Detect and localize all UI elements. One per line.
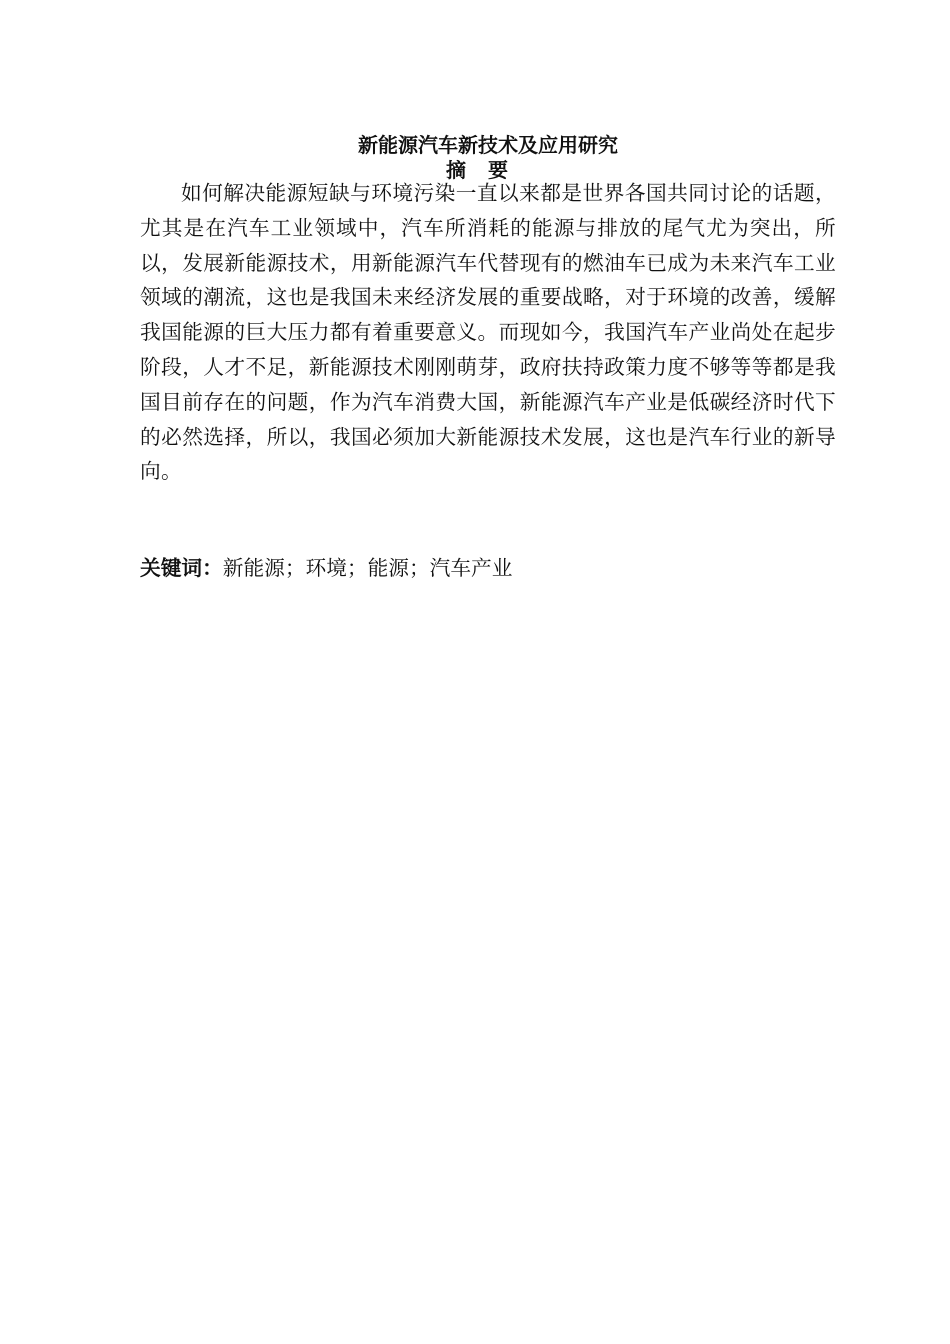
keywords-text: 新能源；环境；能源；汽车产业 (222, 556, 513, 580)
abstract-body: 如何解决能源短缺与环境污染一直以来都是世界各国共同讨论的话题，尤其是在汽车工业领域中，汽车所消耗的能源与排放的尾气尤为突出，所以，发展新能源技术，用新能源汽车代替现有的燃油车已成为未来汽车工业领域的潮流，这也是我国未来经济发展的重要战略，对于环境的改善，缓解我国能源的巨大压力都有着重要意义。而现如今，我国汽车产业尚处在起步阶段，人才不足，新能源技术刚刚萌芽，政府扶持政策力度不够等等都是我国目前存在的问题，作为汽车消费大国，新能源汽车产业是低碳经济时代下的必然选择，所以，我国必须加大新能源技术发展，这也是汽车行业的新导向。 (140, 181, 836, 484)
keywords-label: 关键词： (140, 556, 223, 580)
abstract-heading: 摘要 (446, 158, 530, 182)
keywords-line (140, 551, 836, 585)
document-title: 新能源汽车新技术及应用研究 (358, 133, 618, 157)
